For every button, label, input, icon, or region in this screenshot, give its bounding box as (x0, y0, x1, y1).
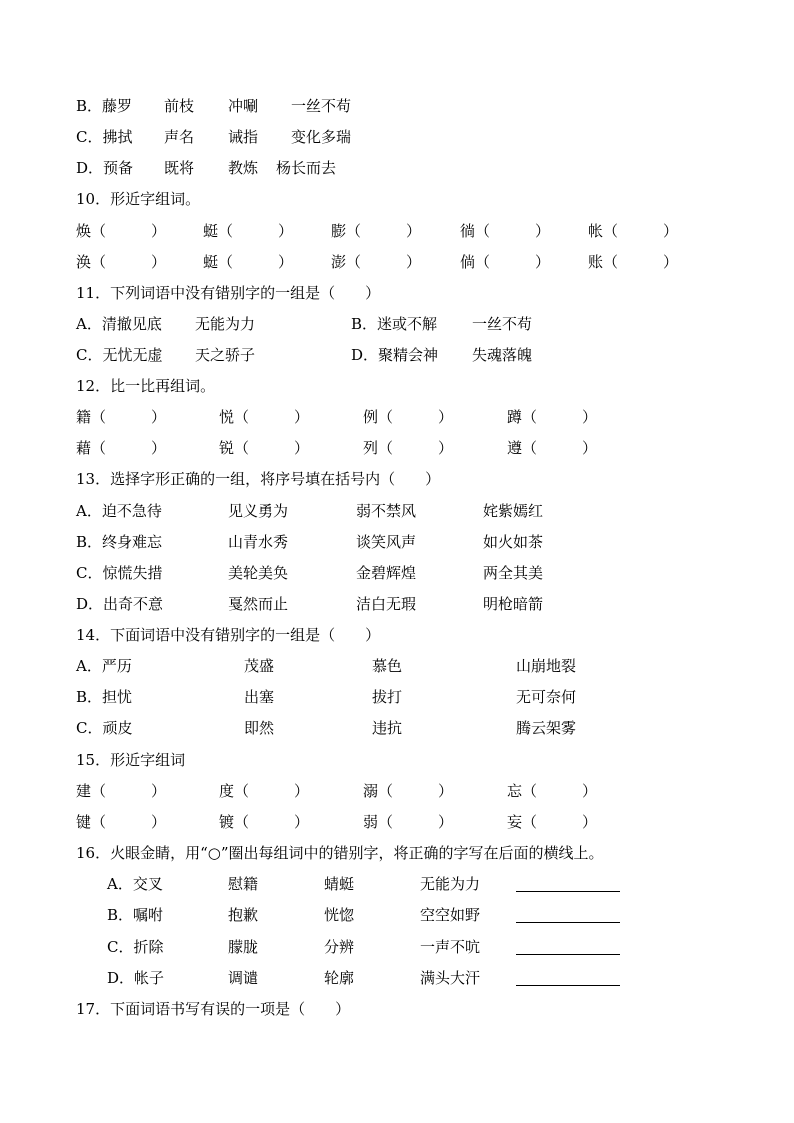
q11-option-d: D．聚精会神 (351, 346, 439, 364)
q16-c-word-1: C．折除 (107, 938, 164, 956)
q9-d-word-2: 既将 (164, 159, 195, 177)
q10-r2-item-3: 澎（ ） (331, 253, 422, 271)
q13-d-word-4: 明枪暗箭 (483, 595, 544, 613)
q14-title: 14．下面词语中没有错别字的一组是（ ） (76, 626, 381, 644)
q14-b-word-1: B．担忧 (76, 688, 133, 706)
q16-d-answer-line[interactable] (516, 985, 620, 986)
q14-c-word-1: C．顽皮 (76, 719, 133, 737)
q9-c-word-3: 诫指 (228, 128, 259, 146)
q16-c-word-3: 分辨 (324, 938, 355, 956)
q16-b-word-1: B．嘱咐 (107, 906, 164, 924)
q15-r2-item-4: 妄（ ） (507, 813, 598, 831)
q10-r1-item-3: 膨（ ） (331, 222, 422, 240)
q13-a-word-3: 弱不禁风 (356, 502, 417, 520)
q13-a-word-1: A．迫不急待 (76, 502, 162, 520)
q9-c-word-1: C．拂拭 (76, 128, 133, 146)
q16-d-word-1: D．帐子 (107, 969, 165, 987)
q15-r1-item-3: 溺（ ） (363, 782, 454, 800)
q11-option-d-word-2: 失魂落魄 (472, 346, 533, 364)
q16-a-word-3: 蜻蜓 (324, 875, 355, 893)
q13-d-word-2: 戛然而止 (228, 595, 289, 613)
q16-c-word-2: 朦胧 (228, 938, 259, 956)
q10-r2-item-4: 倘（ ） (460, 253, 551, 271)
q11-option-c-word-2: 天之骄子 (195, 346, 256, 364)
q13-b-word-2: 山青水秀 (228, 533, 289, 551)
q14-b-word-3: 拔打 (372, 688, 403, 706)
q10-r2-item-1: 涣（ ） (76, 253, 167, 271)
q11-option-b: B．迷或不解 (351, 315, 438, 333)
q9-b-word-3: 冲唰 (228, 97, 259, 115)
q13-b-word-4: 如火如茶 (483, 533, 544, 551)
q16-a-word-4: 无能为力 (420, 875, 481, 893)
q13-d-word-3: 洁白无瑕 (356, 595, 417, 613)
q12-r1-item-3: 例（ ） (363, 408, 454, 426)
q13-b-word-1: B．终身难忘 (76, 533, 163, 551)
q11-title: 11．下列词语中没有错别字的一组是（ ） (76, 284, 381, 302)
q13-a-word-2: 见义勇为 (228, 502, 289, 520)
q16-d-word-2: 调谴 (228, 969, 259, 987)
q16-b-word-2: 抱歉 (228, 906, 259, 924)
q10-r2-item-5: 账（ ） (588, 253, 679, 271)
q16-a-answer-line[interactable] (516, 891, 620, 892)
q12-r1-item-1: 籍（ ） (76, 408, 167, 426)
q9-d-word-4: 杨长而去 (276, 159, 337, 177)
q11-option-a: A．清撤见底 (76, 315, 162, 333)
q14-a-word-4: 山崩地裂 (516, 657, 577, 675)
q17-title: 17．下面词语书写有误的一项是（ ） (76, 1000, 351, 1018)
q10-r1-item-2: 蜓（ ） (203, 222, 294, 240)
q15-title: 15．形近字组词 (76, 751, 186, 769)
q13-c-word-1: C．惊慌失措 (76, 564, 163, 582)
q16-a-word-1: A．交叉 (107, 875, 163, 893)
q16-c-answer-line[interactable] (516, 954, 620, 955)
q15-r1-item-1: 建（ ） (76, 782, 167, 800)
q12-r2-item-3: 列（ ） (363, 439, 454, 457)
q15-r1-item-2: 度（ ） (219, 782, 310, 800)
q14-a-word-2: 茂盛 (244, 657, 275, 675)
q10-r1-item-1: 焕（ ） (76, 222, 167, 240)
q10-r1-item-4: 徜（ ） (460, 222, 551, 240)
q16-d-word-3: 轮廓 (324, 969, 355, 987)
q14-b-word-2: 出塞 (244, 688, 275, 706)
q13-c-word-4: 两全其美 (483, 564, 544, 582)
q13-a-word-4: 姹紫嫣红 (483, 502, 544, 520)
q14-c-word-2: 即然 (244, 719, 275, 737)
q14-a-word-3: 慕色 (372, 657, 403, 675)
q12-title: 12．比一比再组词。 (76, 377, 216, 395)
q13-title: 13．选择字形正确的一组，将序号填在括号内（ ） (76, 470, 441, 488)
q13-d-word-1: D．出奇不意 (76, 595, 164, 613)
q16-c-word-4: 一声不吭 (420, 938, 481, 956)
q10-title: 10．形近字组词。 (76, 190, 201, 208)
q12-r2-item-1: 藉（ ） (76, 439, 167, 457)
q11-option-b-word-2: 一丝不苟 (472, 315, 533, 333)
q15-r1-item-4: 忘（ ） (507, 782, 598, 800)
q15-r2-item-3: 弱（ ） (363, 813, 454, 831)
q16-b-answer-line[interactable] (516, 922, 620, 923)
q11-option-c: C．无忧无虚 (76, 346, 163, 364)
q14-b-word-4: 无可奈何 (516, 688, 577, 706)
q15-r2-item-2: 镀（ ） (219, 813, 310, 831)
q12-r2-item-2: 锐（ ） (219, 439, 310, 457)
q12-r1-item-2: 悦（ ） (219, 408, 310, 426)
q16-d-word-4: 满头大汗 (420, 969, 481, 987)
q9-d-word-3: 教炼 (228, 159, 259, 177)
q16-a-word-2: 慰籍 (228, 875, 259, 893)
q9-c-word-4: 变化多瑞 (291, 128, 352, 146)
q16-b-word-3: 恍惚 (324, 906, 355, 924)
q15-r2-item-1: 键（ ） (76, 813, 167, 831)
q11-option-a-word-2: 无能为力 (195, 315, 256, 333)
q13-c-word-3: 金碧辉煌 (356, 564, 417, 582)
q9-c-word-2: 声名 (164, 128, 195, 146)
q12-r2-item-4: 遵（ ） (507, 439, 598, 457)
q9-b-word-1: B．藤罗 (76, 97, 133, 115)
q13-c-word-2: 美轮美奂 (228, 564, 289, 582)
q14-a-word-1: A．严历 (76, 657, 132, 675)
q10-r2-item-2: 蜓（ ） (203, 253, 294, 271)
q14-c-word-4: 腾云架雾 (516, 719, 577, 737)
q16-b-word-4: 空空如野 (420, 906, 481, 924)
q9-b-word-4: 一丝不苟 (291, 97, 352, 115)
q13-b-word-3: 谈笑风声 (356, 533, 417, 551)
q14-c-word-3: 违抗 (372, 719, 403, 737)
q9-b-word-2: 前枝 (164, 97, 195, 115)
q9-d-word-1: D．预备 (76, 159, 134, 177)
q10-r1-item-5: 帐（ ） (588, 222, 679, 240)
q16-title: 16．火眼金睛，用“○”圈出每组词中的错别字，将正确的字写在后面的横线上。 (76, 844, 604, 862)
q12-r1-item-4: 蹲（ ） (507, 408, 598, 426)
